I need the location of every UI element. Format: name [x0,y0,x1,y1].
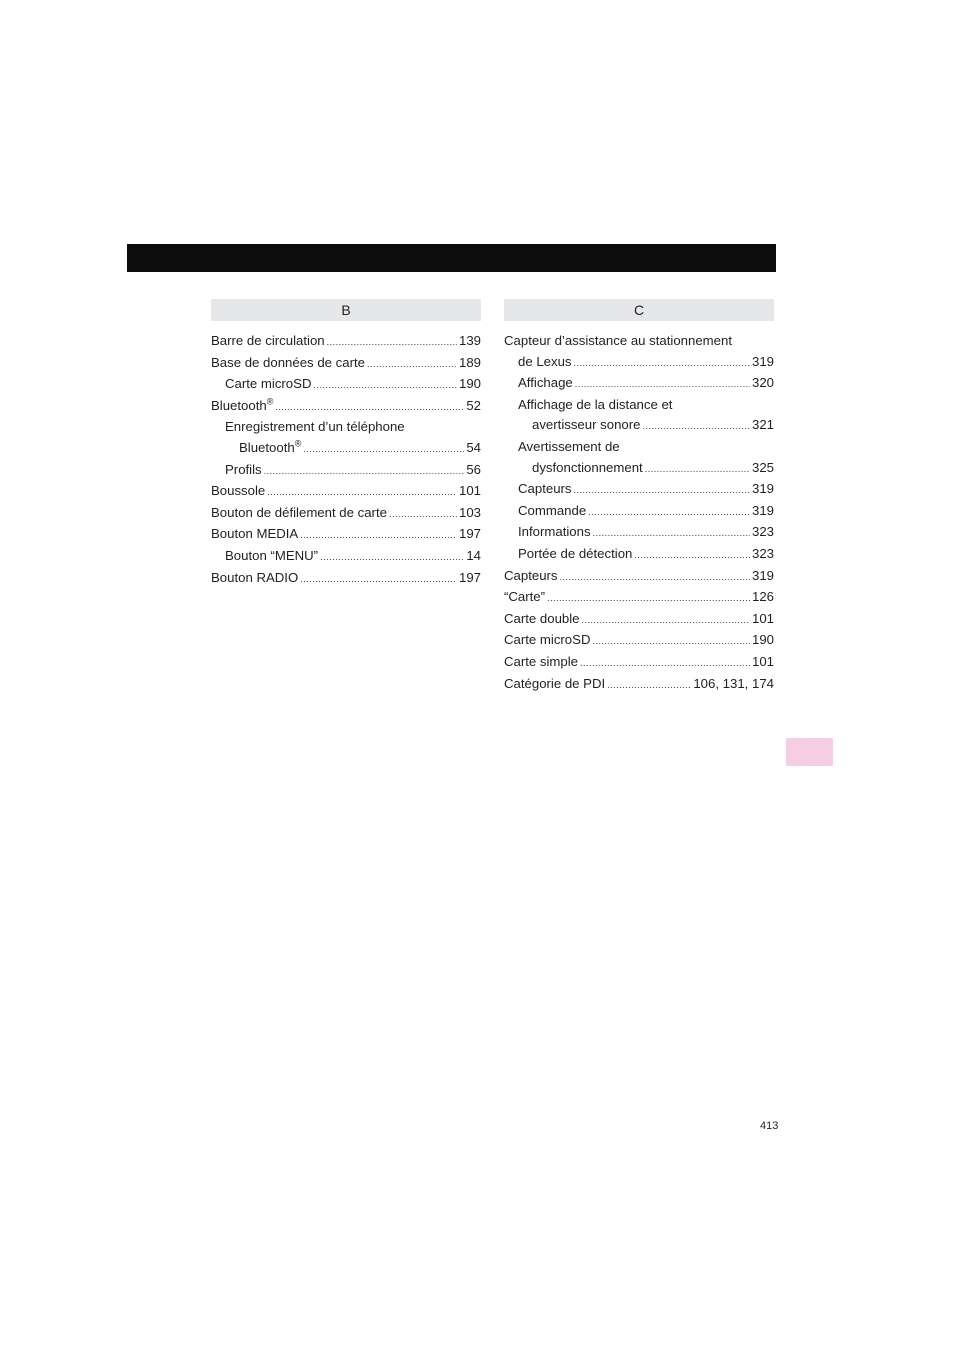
index-column-b [211,299,481,589]
index-entry [504,566,774,588]
index-column-c [504,299,774,695]
entry-page: 319 [751,481,774,497]
entry-page: 321 [751,417,774,433]
entry-text: Portée de détection [518,545,633,561]
entry-text: Bouton RADIO [211,569,299,585]
index-subentry [211,374,481,396]
entry-text: Capteurs [504,567,558,583]
index-subentry [504,395,774,437]
index-entry [211,568,481,590]
index-entry [504,587,774,609]
registered-mark: ® [266,396,274,407]
index-side-tab [786,738,833,766]
index-entry [504,331,774,373]
entry-text-line2: avertisseur sonore [532,417,641,433]
entry-text: “Carte” [504,589,546,605]
section-letter-c: C [504,299,774,321]
entry-page: 319 [751,353,774,369]
index-entry [211,396,481,418]
entry-text: Bouton MEDIA [211,526,299,542]
index-entry [211,353,481,375]
entry-page: 197 [458,569,481,585]
index-entry [211,503,481,525]
entry-text: Informations [518,524,591,540]
index-entry [504,630,774,652]
entry-page: 190 [458,376,481,392]
index-subentry [211,460,481,482]
entry-text: Carte double [504,610,580,626]
index-subentry [504,522,774,544]
entry-text-line2: de Lexus [518,353,572,369]
header-band [127,244,776,272]
index-entry [504,609,774,631]
entry-page: 197 [458,526,481,542]
index-subentry [504,544,774,566]
entry-page: 101 [751,653,774,669]
entry-page: 139 [458,333,481,348]
entry-text: Affichage [518,375,573,391]
entry-page: 14 [466,547,481,563]
index-subentry [504,479,774,501]
page-number: 413 [760,1120,779,1132]
entry-text-line1: Enregistrement d’un téléphone [225,419,405,435]
index-subentry [211,546,481,568]
entry-text: Profils [225,461,262,477]
entry-page: 189 [458,354,481,370]
entry-text: Bouton “MENU” [225,547,319,563]
index-entry [504,674,774,696]
entry-page: 319 [751,567,774,583]
index-subentry [211,417,481,459]
index-entry [504,652,774,674]
index-subentry [504,437,774,479]
entry-page: 106, 131, 174 [693,675,774,691]
entry-page: 101 [458,483,481,499]
entry-page: 319 [751,502,774,518]
entry-page: 101 [751,610,774,626]
entry-text: Base de données de carte [211,354,365,370]
entry-text: Bouton de défilement de carte [211,504,387,520]
entry-text: Carte microSD [225,376,312,392]
entry-text: Catégorie de PDI [504,675,606,691]
index-entry [211,524,481,546]
index-entry [211,331,481,353]
entry-text-line1: Affichage de la distance et [518,396,673,412]
entry-page: 323 [751,545,774,561]
entry-page: 54 [466,439,481,455]
entry-text-line1: Avertissement de [518,438,620,454]
entry-page: 190 [751,632,774,648]
entry-text: Barre de circulation [211,333,325,348]
entry-page: 126 [751,589,774,605]
entry-page: 325 [751,459,774,475]
entry-page: 323 [751,524,774,540]
entry-text: Capteurs [518,481,572,497]
entry-text: Commande [518,502,587,518]
entry-text: Carte microSD [504,632,591,648]
entry-page: 103 [458,504,481,520]
entry-text-line1: Capteur d’assistance au stationnement [504,333,732,348]
entry-page: 52 [466,397,481,413]
entry-text: Carte simple [504,653,579,669]
registered-mark: ® [294,438,302,449]
entry-page: 56 [466,461,481,477]
entry-page: 320 [751,375,774,391]
entry-text-line2: dysfonctionnement [532,459,643,475]
entry-text-line2: Bluetooth [239,439,295,455]
index-subentry [504,501,774,523]
entry-text: Boussole [211,483,266,499]
index-entry [211,481,481,503]
index-subentry [504,373,774,395]
section-letter-b: B [211,299,481,321]
entry-text: Bluetooth [211,397,267,413]
